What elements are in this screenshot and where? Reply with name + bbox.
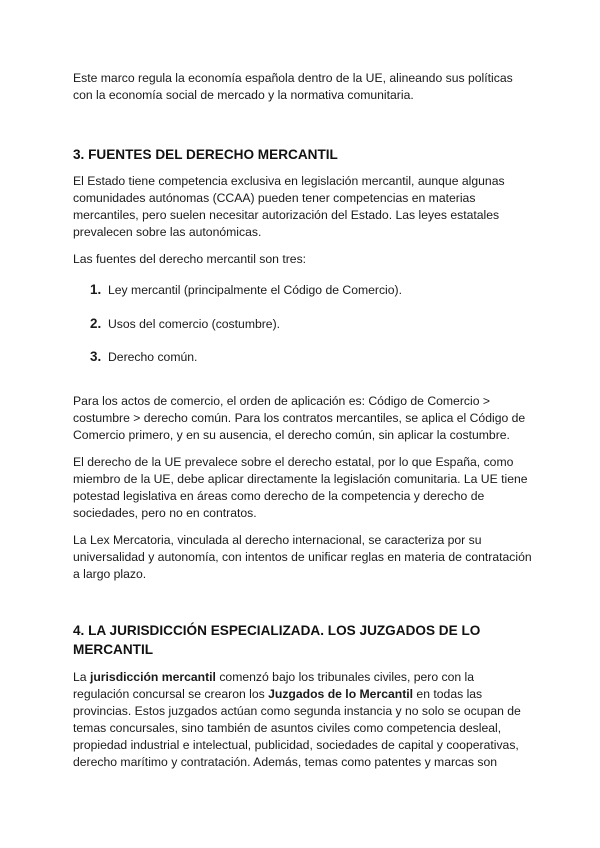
- section-4-paragraph-1: [73, 669, 533, 771]
- text-run: en todas las provincias. Estos juzgados actúan como segunda instancia y no solo se ocupan de temas concursales, sino también de asuntos civiles como competencia desleal, propiedad industrial e intelectual, publicidad, sociedades de capital y cooperativas, derecho marítimo y contratación. Además, temas como patentes y marcas son: [73, 687, 521, 769]
- list-item: [90, 315, 280, 333]
- list-number: 3.: [90, 349, 102, 364]
- section-3-paragraph-5: La Lex Mercatoria, vinculada al derecho internacional, se caracteriza por su universalidad y autonomía, con intentos de unificar reglas en materia de contratación a largo plazo.: [73, 533, 532, 581]
- list-item: [90, 348, 197, 366]
- list-text: Usos del comercio (costumbre).: [108, 317, 281, 331]
- text-run: comenzó bajo los tribunales civiles, pero con la regulación concursal se crearon los: [73, 670, 475, 701]
- bold-term: jurisdicción mercantil: [89, 670, 216, 684]
- list-number: 2.: [90, 316, 102, 331]
- intro-paragraph: Este marco regula la economía española dentro de la UE, alineando sus políticas con la economía social de mercado y la normativa comunitaria.: [73, 71, 513, 102]
- list-text: Ley mercantil (principalmente el Código de Comercio).: [108, 283, 402, 297]
- section-3-paragraph-3: Para los actos de comercio, el orden de aplicación es: Código de Comercio > costumbre > derecho común. Para los contratos mercantiles, se aplica el Código de Comercio primero, y en su ausencia, el derecho común, sin aplicar la costumbre.: [73, 394, 526, 442]
- section-4-heading: 4. LA JURISDICCIÓN ESPECIALIZADA. LOS JUZGADOS DE LO MERCANTIL: [73, 623, 481, 657]
- section-3-paragraph-1: El Estado tiene competencia exclusiva en legislación mercantil, aunque algunas comunidades autónomas (CCAA) pueden tener competencias en materias mercantiles, pero suelen necesitar autorización del Estado. Las leyes estatales prevalecen sobre las autonómicas.: [73, 174, 505, 239]
- list-item: [90, 281, 402, 299]
- section-3-paragraph-2: Las fuentes del derecho mercantil son tres:: [73, 252, 307, 266]
- section-3-heading: 3. FUENTES DEL DERECHO MERCANTIL: [73, 147, 338, 162]
- bold-term: Juzgados de lo Mercantil: [268, 687, 414, 701]
- section-3-paragraph-4: El derecho de la UE prevalece sobre el derecho estatal, por lo que España, como miembro de la UE, debe aplicar directamente la legislación comunitaria. La UE tiene potestad legislativa en áreas como derecho de la competencia y derecho de sociedades, pero no en contratos.: [73, 455, 528, 520]
- list-number: 1.: [90, 282, 102, 297]
- text-run: La: [73, 670, 90, 684]
- list-text: Derecho común.: [108, 350, 198, 364]
